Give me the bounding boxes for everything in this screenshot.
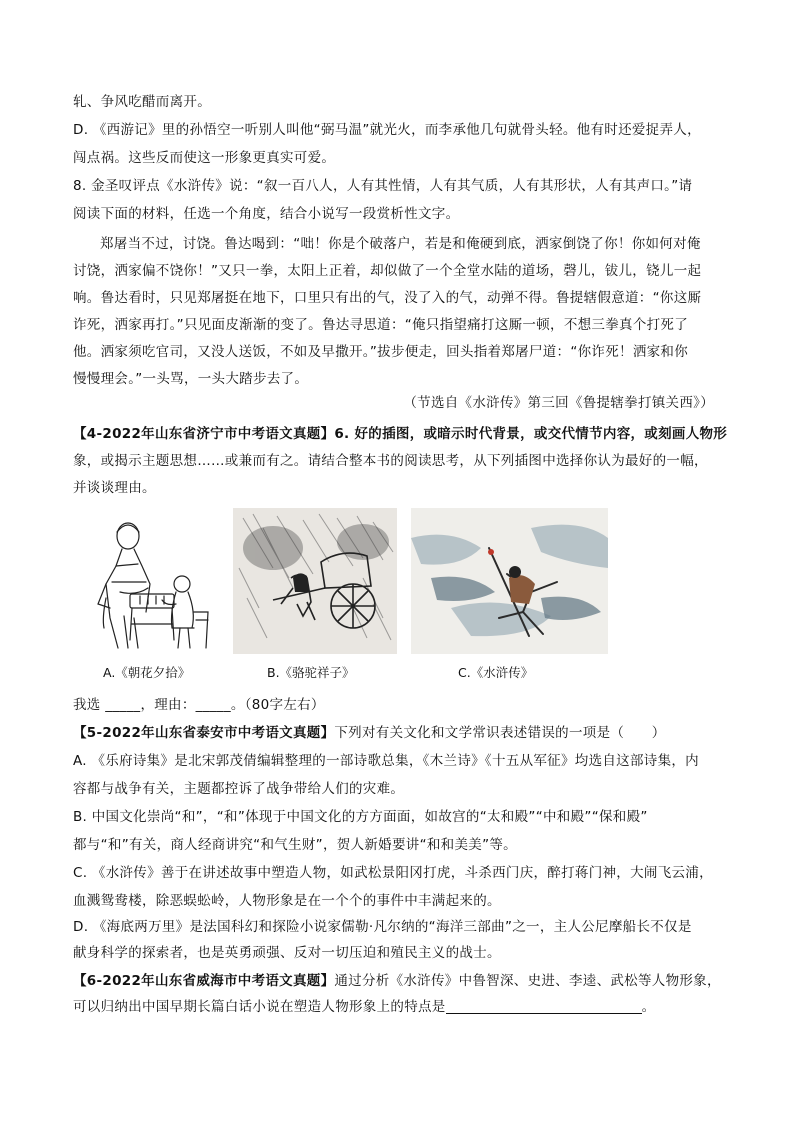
answer-suffix: 。（80字左右） — [230, 697, 325, 713]
option-d-line: D. 《西游记》里的孙悟空一听别人叫他“弼马温”就光火，而李承他几句就骨头轻。他有时还爱捉弄人， — [73, 122, 701, 138]
passage-line: 慢慢理会。”一头骂，一头大踏步去了。 — [73, 371, 309, 387]
question-4-line: 并谈谈理由。 — [73, 480, 156, 496]
option-c-line: C. 《水浒传》善于在讲述故事中塑造人物，如武松景阳冈打虎，斗杀西门庆，醉打蒋门神，大闹飞云浦， — [73, 865, 713, 881]
passage-line: 诈死，洒家再打。”只见面皮渐渐的变了。鲁达寻思道：“俺只指望痛打这厮一顿，不想三拳真个打死了 — [73, 317, 689, 333]
passage-line: 响。鲁达看时，只见郑屠挺在地下，口里只有出的气，没了入的气，动弹不得。鲁提辖假意道：“你这厮 — [73, 290, 702, 306]
question-6-stem: 通过分析《水浒传》中鲁智深、史进、李逵、武松等人物形象， — [334, 973, 721, 989]
passage-source: （节选自《水浒传》第三回《鲁提辖拳打镇关西》） — [403, 395, 714, 411]
caption-b: B.《骆驼祥子》 — [267, 665, 355, 680]
answer-reason-label: ，理由： — [140, 697, 196, 713]
passage-line: 他。洒家须吃官司，又没人送饭，不如及早撒开。”拔步便走，回头指着郑屠尸道：“你诈死！洒家和你 — [73, 344, 689, 360]
question-5-stem: 下列对有关文化和文学常识表述错误的一项是（ ） — [334, 725, 666, 741]
illustration-a — [76, 508, 214, 654]
question-4-header: 【4-2022年山东省济宁市中考语文真题】6. 好的插图，或暗示时代背景，或交代情节内容，或刻画人物形 — [73, 426, 728, 442]
question-6-stem-2: 可以归纳出中国早期长篇白话小说在塑造人物形象上的特点是 — [73, 999, 446, 1015]
option-a-line: 容都与战争有关，主题都控诉了战争带给人们的灾难。 — [73, 781, 405, 797]
question-6-line — [73, 997, 655, 1017]
question-4-line: 象，或揭示主题思想……或兼而有之。请结合整本书的阅读思考，从下列插图中选择你认为最好的一幅， — [73, 453, 708, 469]
question-5-title: 【5-2022年山东省泰安市中考语文真题】 — [73, 725, 335, 741]
reason-blank[interactable]: _____ — [195, 697, 231, 713]
answer-blank[interactable] — [446, 999, 642, 1014]
option-b-line: B. 中国文化崇尚“和”，“和”体现于中国文化的方方面面，如故宫的“太和殿”“中和殿”“保和殿” — [73, 809, 648, 825]
question-6-tail: 。 — [641, 999, 656, 1015]
question-5-header — [73, 723, 666, 743]
option-c-line: 血溅鸳鸯楼，除恶蜈蚣岭，人物形象是在一个个的事件中丰满起来的。 — [73, 893, 501, 909]
passage-line: 郑屠当不过，讨饶。鲁达喝到：“咄！你是个破落户，若是和俺硬到底，洒家倒饶了你！你如何对俺 — [100, 236, 701, 252]
illustration-b — [233, 508, 397, 654]
question-6-title: 【6-2022年山东省威海市中考语文真题】 — [73, 973, 335, 989]
caption-c: C.《水浒传》 — [458, 665, 534, 680]
option-d-line: 献身科学的探索者，也是英勇顽强、反对一切压迫和殖民主义的战士。 — [73, 945, 501, 961]
question-8-line: 8. 金圣叹评点《水浒传》说：“叙一百八人，人有其性情，人有其气质，人有其形状，人有其声口。”请 — [73, 178, 693, 194]
passage-line: 讨饶，洒家偏不饶你！”又只一拳，太阳上正着，却似做了一个全堂水陆的道场，磬儿，钹儿，铙儿一起 — [73, 263, 702, 279]
option-b-line: 都与“和”有关，商人经商讲究“和气生财”，贺人新婚要讲“和和美美”等。 — [73, 837, 517, 853]
text-line: 轧、争风吃醋而离开。 — [73, 94, 211, 110]
caption-a: A.《朝花夕拾》 — [103, 665, 191, 680]
choice-blank[interactable]: _____ — [105, 697, 141, 713]
text-line: 阅读下面的材料，任选一个角度，结合小说写一段赏析性文字。 — [73, 206, 460, 222]
text-line: 闯点祸。这些反而使这一形象更真实可爱。 — [73, 150, 336, 166]
option-d-line: D. 《海底两万里》是法国科幻和探险小说家儒勒·凡尔纳的“海洋三部曲”之一，主人公尼摩船长不仅是 — [73, 919, 692, 935]
illustration-c — [411, 508, 608, 654]
answer-line — [73, 695, 325, 715]
question-6-header — [73, 971, 721, 991]
answer-prefix: 我选 — [73, 697, 106, 713]
option-a-line: A. 《乐府诗集》是北宋郭茂倩编辑整理的一部诗歌总集，《木兰诗》《十五从军征》均选自这部诗集，内 — [73, 753, 699, 769]
